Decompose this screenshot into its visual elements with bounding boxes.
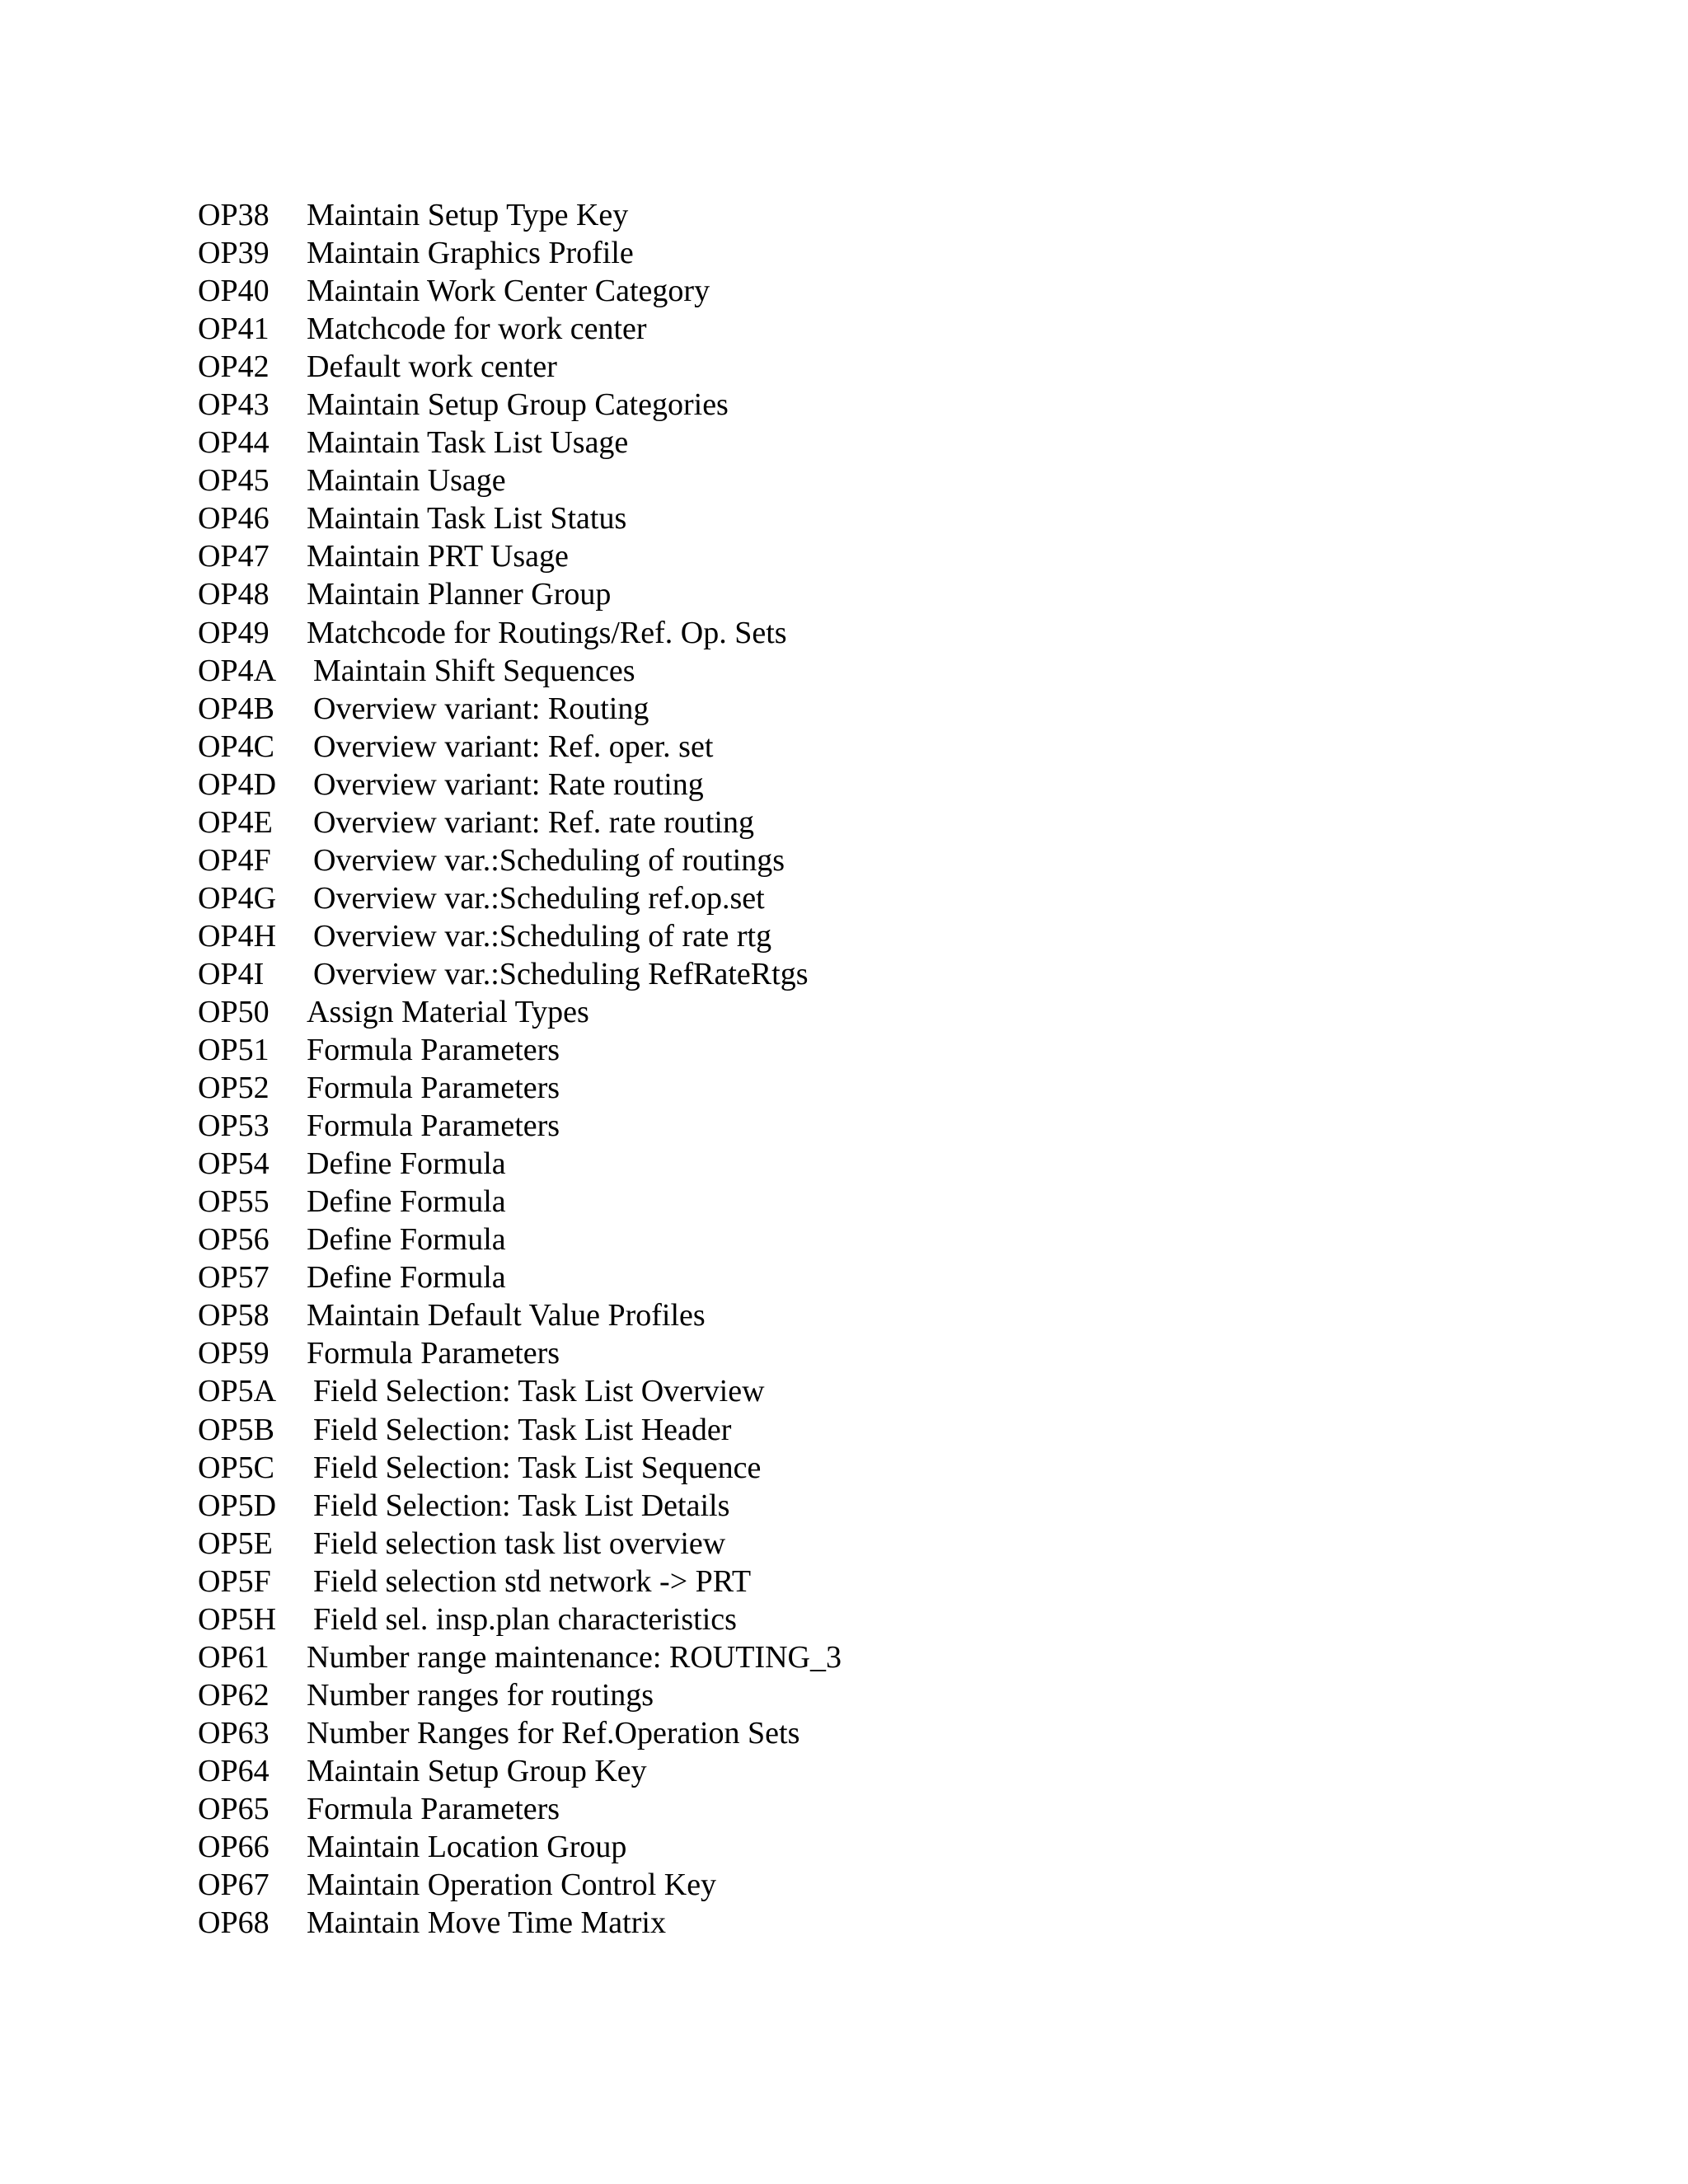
transaction-code: OP44	[198, 425, 270, 461]
list-item	[198, 1449, 842, 1487]
transaction-code: OP4B	[198, 691, 274, 726]
list-item	[198, 1525, 842, 1563]
transaction-code: OP58	[198, 1298, 270, 1333]
transaction-description: Overview variant: Ref. oper. set	[313, 729, 714, 764]
transaction-code: OP5A	[198, 1374, 277, 1409]
transaction-code: OP62	[198, 1677, 270, 1713]
list-item	[198, 993, 842, 1031]
transaction-description: Default work center	[307, 349, 557, 385]
list-item	[198, 310, 842, 348]
transaction-description: Overview variant: Routing	[313, 691, 649, 726]
list-item	[198, 804, 842, 841]
list-item	[198, 1258, 842, 1296]
transaction-code: OP66	[198, 1830, 270, 1865]
transaction-code: OP4C	[198, 729, 274, 764]
transaction-description: Define Formula	[307, 1260, 506, 1296]
list-item	[198, 1904, 842, 1942]
list-item	[198, 1296, 842, 1334]
transaction-code: OP68	[198, 1905, 270, 1941]
transaction-code: OP63	[198, 1715, 270, 1750]
transaction-code: OP39	[198, 236, 270, 271]
list-item	[198, 462, 842, 499]
transaction-description: Formula Parameters	[307, 1336, 560, 1371]
transaction-code: OP49	[198, 615, 270, 650]
list-item	[198, 1372, 842, 1410]
transaction-code: OP64	[198, 1753, 270, 1788]
transaction-code: OP52	[198, 1071, 270, 1106]
transaction-description: Maintain Operation Control Key	[307, 1868, 717, 1903]
transaction-description: Maintain PRT Usage	[307, 539, 569, 574]
list-item	[198, 1638, 842, 1676]
list-item	[198, 1601, 842, 1638]
transaction-code: OP47	[198, 539, 270, 574]
transaction-code: OP5C	[198, 1450, 274, 1485]
transaction-description: Field Selection: Task List Overview	[313, 1374, 765, 1409]
list-item	[198, 1183, 842, 1221]
list-item	[198, 424, 842, 462]
transaction-code: OP65	[198, 1791, 270, 1826]
transaction-code: OP5F	[198, 1563, 271, 1599]
transaction-description: Maintain Planner Group	[307, 577, 612, 612]
transaction-description: Overview var.:Scheduling of rate rtg	[313, 918, 772, 954]
transaction-code: OP5D	[198, 1488, 277, 1523]
transaction-code: OP46	[198, 501, 270, 537]
transaction-description: Matchcode for work center	[307, 312, 647, 347]
transaction-code: OP67	[198, 1868, 270, 1903]
list-item	[198, 917, 842, 955]
transaction-code: OP4E	[198, 804, 273, 840]
transaction-description: Maintain Task List Status	[307, 501, 627, 537]
list-item	[198, 1828, 842, 1866]
transaction-description: Number Ranges for Ref.Operation Sets	[307, 1715, 800, 1750]
transaction-code: OP45	[198, 463, 270, 499]
transaction-code-list	[198, 196, 842, 1942]
transaction-description: Overview var.:Scheduling ref.op.set	[313, 880, 765, 916]
list-item	[198, 1107, 842, 1145]
transaction-code: OP38	[198, 198, 270, 232]
transaction-code: OP4A	[198, 653, 277, 688]
transaction-description: Maintain Shift Sequences	[313, 653, 635, 688]
transaction-code: OP40	[198, 274, 270, 309]
list-item	[198, 1563, 842, 1601]
transaction-description: Maintain Work Center Category	[307, 274, 710, 309]
transaction-description: Number ranges for routings	[307, 1677, 654, 1713]
transaction-code: OP42	[198, 349, 270, 385]
list-item	[198, 575, 842, 613]
transaction-code: OP59	[198, 1336, 270, 1371]
list-item	[198, 728, 842, 766]
list-item	[198, 652, 842, 690]
list-item	[198, 1676, 842, 1714]
list-item	[198, 499, 842, 537]
transaction-description: Maintain Location Group	[307, 1830, 627, 1865]
list-item	[198, 348, 842, 386]
list-item	[198, 1221, 842, 1258]
transaction-code: OP4D	[198, 766, 277, 802]
transaction-description: Field Selection: Task List Sequence	[313, 1450, 762, 1485]
transaction-code: OP53	[198, 1108, 270, 1144]
list-item	[198, 1487, 842, 1525]
transaction-code: OP5E	[198, 1526, 273, 1561]
transaction-description: Field Selection: Task List Header	[313, 1412, 732, 1447]
transaction-description: Formula Parameters	[307, 1791, 560, 1826]
transaction-description: Maintain Setup Group Key	[307, 1753, 647, 1788]
transaction-description: Overview variant: Ref. rate routing	[313, 804, 754, 840]
list-item	[198, 1714, 842, 1752]
transaction-description: Overview var.:Scheduling of routings	[313, 842, 785, 878]
transaction-description: Field Selection: Task List Details	[313, 1488, 730, 1523]
transaction-description: Formula Parameters	[307, 1071, 560, 1106]
transaction-description: Number range maintenance: ROUTING_3	[307, 1639, 842, 1675]
transaction-description: Maintain Move Time Matrix	[307, 1905, 666, 1941]
transaction-description: Maintain Graphics Profile	[307, 236, 634, 271]
transaction-description: Field selection task list overview	[313, 1526, 726, 1561]
list-item	[198, 1031, 842, 1069]
transaction-code: OP51	[198, 1033, 270, 1068]
transaction-description: Maintain Default Value Profiles	[307, 1298, 706, 1333]
list-item	[198, 766, 842, 804]
list-item	[198, 690, 842, 728]
transaction-code: OP56	[198, 1222, 270, 1258]
transaction-description: Define Formula	[307, 1222, 506, 1258]
transaction-code: OP5H	[198, 1601, 277, 1637]
transaction-description: Overview variant: Rate routing	[313, 766, 704, 802]
transaction-code: OP41	[198, 312, 270, 347]
transaction-description: Assign Material Types	[307, 994, 589, 1029]
list-item	[198, 1752, 842, 1790]
list-item	[198, 955, 842, 993]
list-item	[198, 1069, 842, 1107]
transaction-code: OP48	[198, 577, 270, 612]
transaction-code: OP43	[198, 387, 270, 423]
transaction-description: Overview var.:Scheduling RefRateRtgs	[313, 956, 809, 991]
transaction-description: Field sel. insp.plan characteristics	[313, 1601, 737, 1637]
list-item	[198, 1411, 842, 1449]
transaction-description: Maintain Task List Usage	[307, 425, 629, 461]
transaction-code: OP55	[198, 1184, 270, 1220]
transaction-code: OP4G	[198, 880, 277, 916]
list-item	[198, 537, 842, 575]
transaction-description: Define Formula	[307, 1184, 506, 1220]
list-item	[198, 614, 842, 652]
transaction-description: Matchcode for Routings/Ref. Op. Sets	[307, 615, 787, 650]
transaction-description: Define Formula	[307, 1146, 506, 1182]
transaction-description: Maintain Setup Group Categories	[307, 387, 729, 423]
transaction-code: OP5B	[198, 1412, 274, 1447]
list-item	[198, 1790, 842, 1828]
list-item	[198, 196, 842, 234]
list-item	[198, 1334, 842, 1372]
transaction-code: OP57	[198, 1260, 270, 1296]
transaction-code: OP50	[198, 994, 270, 1029]
list-item	[198, 386, 842, 424]
list-item	[198, 841, 842, 879]
list-item	[198, 879, 842, 917]
transaction-code: OP61	[198, 1639, 270, 1675]
transaction-description: Formula Parameters	[307, 1033, 560, 1068]
list-item	[198, 1145, 842, 1183]
list-item	[198, 234, 842, 272]
transaction-code: OP4I	[198, 956, 265, 991]
transaction-description: Maintain Usage	[307, 463, 506, 499]
transaction-code: OP54	[198, 1146, 270, 1182]
transaction-description: Formula Parameters	[307, 1108, 560, 1144]
list-item	[198, 272, 842, 310]
list-item	[198, 1866, 842, 1904]
transaction-code: OP4H	[198, 918, 277, 954]
transaction-description: Field selection std network -> PRT	[313, 1563, 752, 1599]
transaction-description: Maintain Setup Type Key	[307, 198, 629, 232]
transaction-code: OP4F	[198, 842, 271, 878]
